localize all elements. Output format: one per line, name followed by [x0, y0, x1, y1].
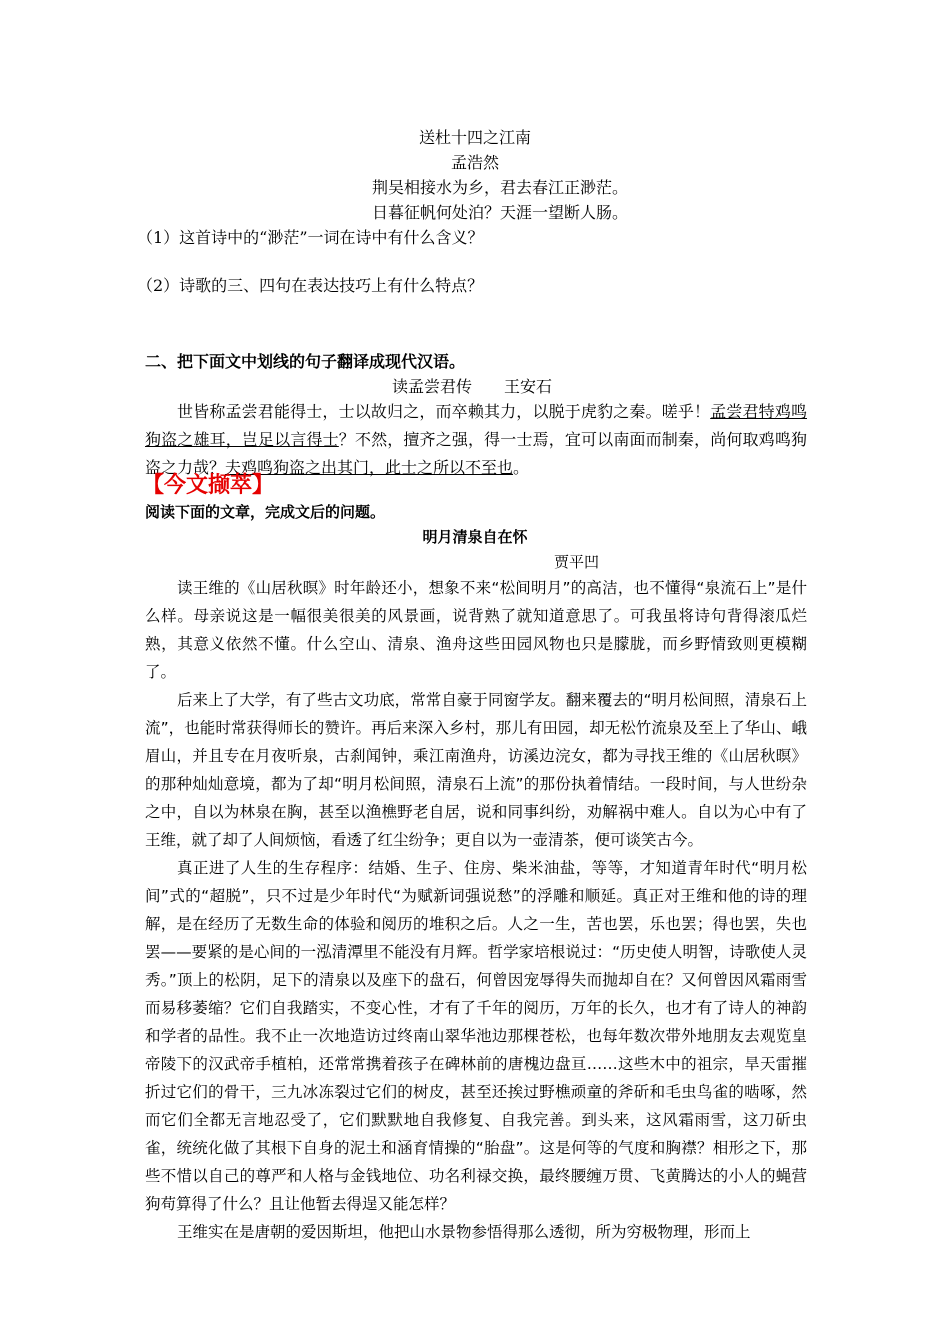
section-tag: 【今文撷萃】	[142, 473, 275, 498]
poem-title: 送杜十四之江南	[418, 128, 531, 147]
passage-text-b: ？不然，擅齐之强，得一士焉，宜可以南面而制秦，尚何取鸡鸣狗盗之力哉？	[145, 430, 807, 477]
essay-title: 明月清泉自在怀	[422, 528, 528, 546]
question-1: （1）这首诗中的“渺茫”一词在诗中有什么含义？	[137, 228, 484, 247]
passage-text-c: 。	[513, 458, 530, 477]
essay-paragraph-2: 后来上了大学，有了些古文功底，常常自豪于同窗学友。翻来覆去的“明月松间照，清泉石上流”，也能时常获得师长的赞许。再后来深入乡村，那儿有田园，却无松竹流泉及至上了华山、峨眉山，并且专在月夜听泉，古刹闻钟，乘江南渔舟，访溪边浣女，都为寻找王维的《山居秋暝》的那种灿灿意境，都为了却“明月松间照，清泉石上流”的那份执着情结。一段时间，与人世纷杂之中，自以为林泉在胸，甚至以渔樵野老自居，说和同事纠纷，劝解祸中难人。自以为心中有了王维，就了却了人间烦恼，看透了红尘纷争；更自以为一壶清茶，便可谈笑古今。	[145, 691, 807, 849]
underlined-sentence-2: 夫鸡鸣狗盗之出其门，此士之所以不至也	[225, 458, 514, 477]
question-2: （2）诗歌的三、四句在表达技巧上有什么特点？	[137, 276, 484, 295]
poem-line-2: 日暮征帆何处泊？天涯一望断人肠。	[372, 203, 629, 222]
underlined-sentence-1: 孟尝君特鸡鸣狗盗之雄耳，岂足以言得士	[145, 402, 807, 449]
passage-text-a: 世皆称孟尝君能得士，士以故归之，而卒赖其力，以脱于虎豹之秦。嗟乎！	[177, 402, 711, 421]
section2-passage	[145, 398, 807, 482]
reading-instruction: 阅读下面的文章，完成文后的问题。	[145, 503, 386, 521]
essay-author: 贾平凹	[554, 553, 600, 571]
poem-author: 孟浩然	[450, 153, 499, 172]
essay-body	[145, 574, 807, 1246]
section2-title-line: 读孟尝君传 王安石	[392, 377, 553, 396]
poem-line-1: 荆吴相接水为乡，君去春江正渺茫。	[372, 178, 629, 197]
essay-paragraph-4: 王维实在是唐朝的爱因斯坦，他把山水景物参悟得那么透彻，所为穷极物理，形而上	[177, 1223, 751, 1241]
section2-heading: 二、把下面文中划线的句子翻译成现代汉语。	[145, 352, 466, 371]
essay-paragraph-1: 读王维的《山居秋暝》时年龄还小，想象不来“松间明月”的高洁，也不懂得“泉流石上”是什么样。母亲说这是一幅很美很美的风景画，说背熟了就知道意思了。可我虽将诗句背得滚瓜烂熟，其意义依然不懂。什么空山、清泉、渔舟这些田园风物也只是朦胧，而乡野情致则更模糊了。	[145, 579, 807, 681]
essay-paragraph-3: 真正进了人生的生存程序：结婚、生子、住房、柴米油盐，等等，才知道青年时代“明月松间”式的“超脱”，只不过是少年时代“为赋新词强说愁”的浮雕和顺延。真正对王维和他的诗的理解，是在经历了无数生命的体验和阅历的堆积之后。人之一生，苦也罢，乐也罢；得也罢，失也罢——要紧的是心间的一泓清潭里不能没有月辉。哲学家培根说过：“历史使人明智，诗歌使人灵秀。”顶上的松阴，足下的清泉以及座下的盘石，何曾因宠辱得失而抛却自在？又何曾因风霜雨雪而易移萎缩？它们自我踏实，不变心性，才有了千年的阅历，万年的长久，也才有了诗人的神韵和学者的品性。我不止一次地造访过终南山翠华池边那棵苍松，也每年数次带外地朋友去观览皇帝陵下的汉武帝手植柏，还常常携着孩子在碑林前的唐槐边盘亘……这些木中的祖宗，旱天雷摧折过它们的骨干，三九冰冻裂过它们的树皮，甚至还挨过野樵顽童的斧斫和毛虫鸟雀的啮啄，然而它们全都无言地忍受了，它们默默地自我修复、自我完善。到头来，这风霜雨雪，这刀斫虫雀，统统化做了其根下自身的泥土和涵育情操的“胎盘”。这是何等的气度和胸襟？相形之下，那些不惜以自己的尊严和人格与金钱地位、功名利禄交换，最终腰缠万贯、飞黄腾达的小人的蝇营狗苟算得了什么？且让他暂去得逞又能怎样？	[145, 859, 807, 1213]
